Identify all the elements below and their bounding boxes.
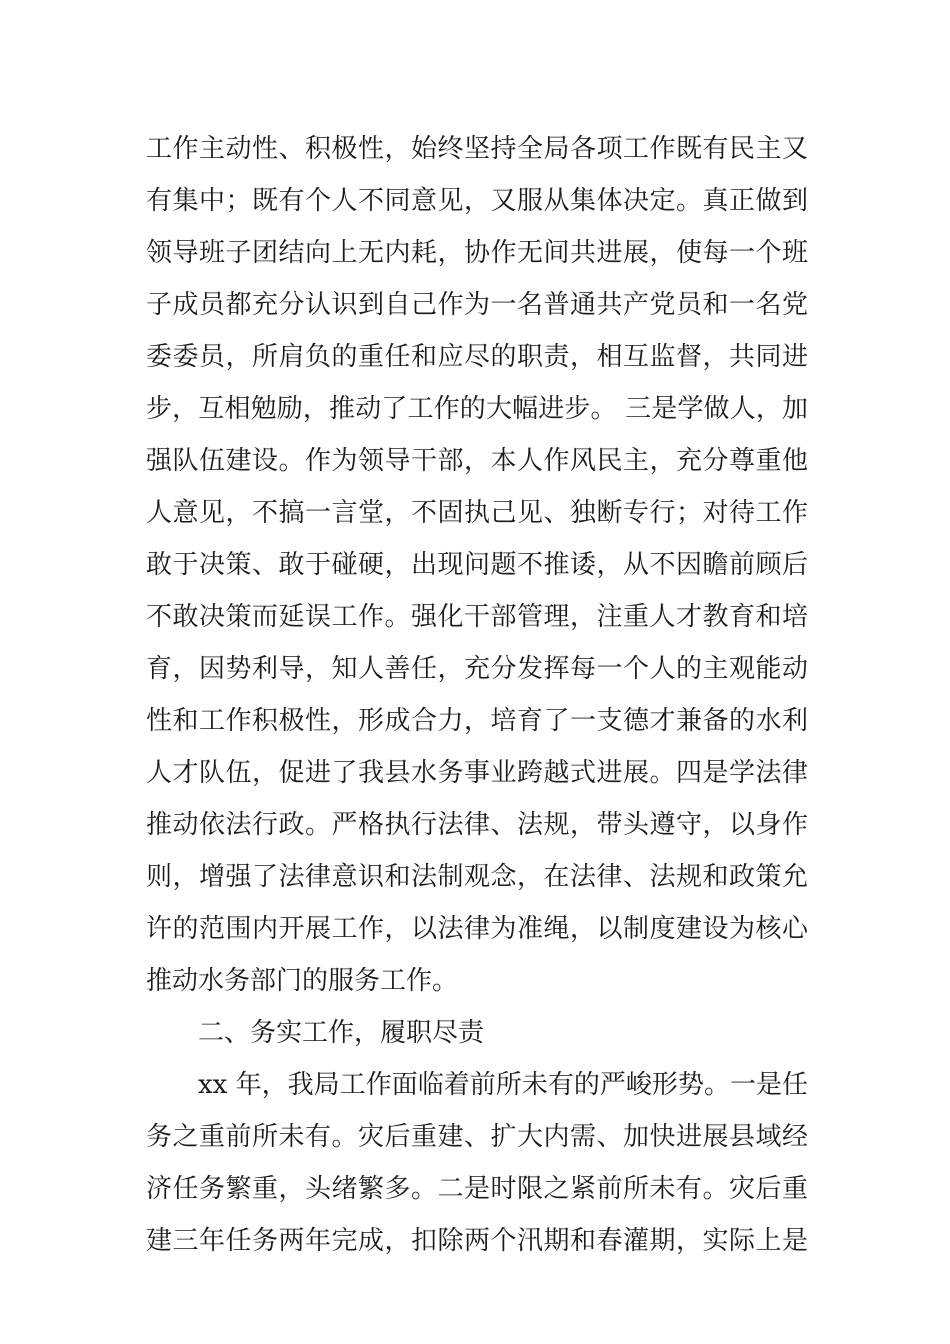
- text-line: 不敢决策而延误工作。强化干部管理，注重人才教育和培: [146, 602, 808, 632]
- text-line: xx 年，我局工作面临着前所未有的严峻形势。一是任: [198, 1070, 808, 1100]
- text-line: 建三年任务两年完成，扣除两个汛期和春灌期，实际上是: [146, 1226, 808, 1256]
- text-line: 则，增强了法律意识和法制观念，在法律、法规和政策允: [146, 862, 808, 892]
- section-heading: 二、务实工作，履职尽责: [198, 1018, 485, 1048]
- text-line: 子成员都充分认识到自己作为一名普通共产党员和一名党: [146, 290, 808, 320]
- text-line: 人意见，不搞一言堂，不固执己见、独断专行；对待工作: [146, 498, 808, 528]
- text-line: 育，因势利导，知人善任，充分发挥每一个人的主观能动: [146, 654, 808, 684]
- text-line: 推动水务部门的服务工作。: [146, 966, 459, 996]
- text-line: 人才队伍，促进了我县水务事业跨越式进展。四是学法律: [146, 758, 808, 788]
- text-line: 强队伍建设。作为领导干部，本人作风民主，充分尊重他: [146, 446, 808, 476]
- text-line: 工作主动性、积极性，始终坚持全局各项工作既有民主又: [146, 134, 808, 164]
- text-line: 推动依法行政。严格执行法律、法规，带头遵守，以身作: [146, 810, 808, 840]
- text-line: 务之重前所未有。灾后重建、扩大内需、加快进展县域经: [146, 1122, 808, 1152]
- text-line: 委委员，所肩负的重任和应尽的职责，相互监督，共同进: [146, 342, 808, 372]
- text-line: 性和工作积极性，形成合力，培育了一支德才兼备的水利: [146, 706, 808, 736]
- text-line: 领导班子团结向上无内耗，协作无间共进展，使每一个班: [146, 238, 808, 268]
- document-body: [146, 123, 808, 1267]
- text-line: 步，互相勉励，推动了工作的大幅进步。 三是学做人，加: [146, 394, 808, 424]
- text-line: 许的范围内开展工作，以法律为准绳，以制度建设为核心: [146, 914, 808, 944]
- text-line: 济任务繁重，头绪繁多。二是时限之紧前所未有。灾后重: [146, 1174, 808, 1204]
- text-line: 敢于决策、敢于碰硬，出现问题不推诿，从不因瞻前顾后: [146, 550, 808, 580]
- text-line: 有集中；既有个人不同意见，又服从集体决定。真正做到: [146, 186, 808, 216]
